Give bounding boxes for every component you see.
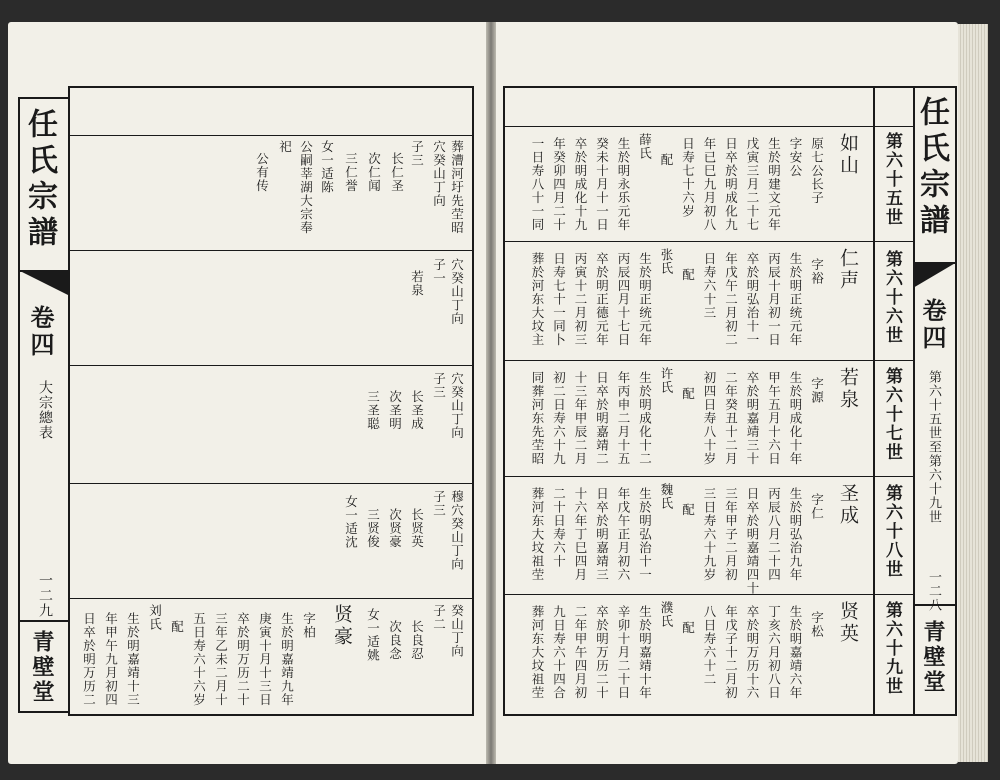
xianhao-spouse-line-3: 日卒於明万历二 — [81, 612, 97, 707]
xianhao-spouse-name: 刘氏 — [147, 604, 163, 631]
spouse-label: 配 — [680, 621, 696, 635]
person-detail-line: 字安公 — [788, 137, 803, 178]
person-detail-line: 卒於明万历十六 — [745, 605, 760, 700]
left-page-number: 一二九 — [37, 573, 53, 618]
spouse-detail-line: 生於明弘治十一 — [637, 487, 653, 582]
person-detail-line: 日寿七十六岁 — [680, 137, 696, 218]
person-detail-line: 八日寿六十二 — [702, 605, 717, 686]
spouse-name: 魏氏 — [659, 483, 674, 510]
spouse-detail-line: 生於明永乐元年 — [616, 137, 631, 232]
spouse-detail-line: 辛卯十月二十日 — [616, 605, 631, 700]
spouse-detail-line: 年丙申二月十五 — [616, 371, 631, 466]
person-detail-line: 生於明成化十年 — [788, 371, 803, 466]
left-r1-c3: 子三 — [409, 140, 425, 167]
generation-label-66: 第六十六世 — [882, 250, 902, 345]
spouse-label: 配 — [680, 387, 696, 401]
spouse-detail-line: 日卒於明嘉靖三 — [594, 487, 610, 582]
left-r1-c1: 葬漕河圩先茔昭 — [449, 140, 465, 235]
person-detail-line: 生於明弘治九年 — [788, 487, 803, 582]
left-r1-c5: 次仁闻 — [366, 152, 382, 193]
spouse-detail-line: 卒於明万历二十 — [594, 605, 610, 700]
xianhao-line-2: 生於明嘉靖九年 — [279, 612, 295, 707]
left-r3-c2: 子三 — [431, 372, 447, 399]
person-detail-line: 初四日寿八十岁 — [702, 371, 717, 466]
generation-label-68: 第六十八世 — [882, 484, 902, 579]
spouse-detail-line: 同葬河东先茔昭 — [530, 371, 545, 466]
xianhao-spouse-line-1: 生於明嘉靖十三 — [125, 612, 141, 707]
person-detail-line: 丙辰十月初一日 — [766, 252, 782, 347]
left-row-line-4 — [68, 483, 474, 484]
person-detail-line: 日卒於明成化九 — [723, 137, 739, 232]
left-r1-c9: 祀 — [277, 140, 293, 154]
left-r4-c1: 穆穴癸山丁向 — [449, 490, 465, 571]
spouse-detail-line: 丙寅十二月初三 — [573, 252, 588, 347]
left-hall-name: 青壁堂 — [29, 630, 55, 705]
person-name: 仁声 — [837, 248, 859, 292]
person-detail-line: 丁亥六月初八日 — [766, 605, 782, 700]
spouse-detail-line: 二十日寿六十 — [551, 487, 567, 568]
person-detail-line: 原七公长子 — [809, 137, 825, 205]
person-name-xianhao: 贤豪 — [331, 604, 353, 648]
person-detail-line: 卒於明嘉靖三十 — [745, 371, 760, 466]
spouse-detail-line: 卒於明正德元年 — [594, 252, 610, 347]
generation-label-69: 第六十九世 — [882, 601, 902, 696]
person-name: 圣成 — [837, 483, 859, 527]
left-row-line-1 — [68, 135, 474, 136]
spouse-detail-line: 葬河东大坟祖茔 — [530, 605, 545, 700]
person-detail-line: 生於明建文元年 — [766, 137, 782, 232]
left-r4-c2: 子三 — [431, 490, 447, 517]
left-r1-c7: 女一适陈 — [319, 140, 335, 194]
person-detail-line: 字源 — [809, 377, 825, 404]
person-detail-line: 字松 — [809, 611, 825, 638]
right-row-line-3 — [503, 360, 915, 361]
left-r3-c3: 长圣成 — [409, 390, 425, 431]
spouse-detail-line: 一日寿八十一同 — [530, 137, 545, 232]
spouse-name: 张氏 — [659, 248, 674, 275]
person-detail-line: 二年癸丑十二月 — [723, 371, 739, 466]
left-r4-c4: 次贤豪 — [387, 508, 403, 549]
person-detail-line: 年戊午二月初二 — [723, 252, 739, 347]
left-r4-c3: 长贤英 — [409, 508, 425, 549]
left-r3-c4: 次圣明 — [387, 390, 403, 431]
spouse-name: 濮氏 — [659, 601, 674, 628]
xianhao-line-4: 卒於明万历二十 — [235, 612, 251, 707]
right-band-wedge — [913, 262, 957, 288]
left-r2-c1: 穴癸山丁向 — [449, 258, 465, 326]
left-r1-c8: 公嗣莘湖大宗奉 — [298, 140, 314, 235]
left-r3-c5: 三圣聪 — [365, 390, 381, 431]
left-row-line-2 — [68, 250, 474, 251]
right-row-line-4 — [503, 476, 915, 477]
spouse-detail-line: 九日寿六十四合 — [551, 605, 567, 700]
spouse-detail-line: 日卒於明嘉靖二 — [594, 371, 610, 466]
right-row-line-2 — [503, 241, 915, 242]
spouse-detail-line: 十三年甲辰二月 — [573, 371, 588, 466]
right-side-volume: 卷四 — [918, 298, 947, 352]
person-detail-line: 字裕 — [809, 258, 825, 285]
left-r1-c4: 长仁圣 — [389, 152, 405, 193]
right-row-line-5 — [503, 594, 915, 595]
left-r5-c3: 长良忍 — [409, 620, 425, 661]
left-r1-c10: 公有传 — [254, 152, 270, 193]
left-r5-c2: 子二 — [431, 604, 447, 631]
spouse-detail-line: 葬於河东大坟主 — [530, 252, 545, 347]
left-r5-c5: 女一适姚 — [365, 608, 381, 662]
person-detail-line: 生於明嘉靖六年 — [788, 605, 803, 700]
spouse-name: 许氏 — [659, 367, 674, 394]
person-detail-line: 卒於明弘治十一 — [745, 252, 760, 347]
right-row-line-1 — [503, 126, 915, 127]
left-band-divider-2 — [18, 620, 70, 622]
spouse-detail-line: 二年甲午四月初 — [573, 605, 588, 700]
person-name: 贤英 — [837, 601, 859, 645]
left-row-line-3 — [68, 365, 474, 366]
spouse-label: 配 — [680, 503, 696, 517]
spouse-name: 薛氏 — [637, 133, 653, 160]
person-detail-line: 三年甲子二月初 — [723, 487, 739, 582]
left-r4-c6: 女一适沈 — [343, 495, 359, 549]
left-side-title: 任氏宗譜 — [22, 108, 57, 252]
person-detail-line: 甲午五月十六日 — [766, 371, 782, 466]
spouse-detail-line: 生於明正统元年 — [637, 252, 653, 347]
left-side-section: 大宗總表 — [37, 380, 53, 440]
right-hall-name: 青壁堂 — [920, 620, 946, 695]
person-detail-line: 日寿六十三 — [702, 252, 717, 320]
spouse-detail-line: 生於明成化十二 — [637, 371, 653, 466]
person-name: 若泉 — [837, 367, 859, 411]
left-r2-c2: 子一 — [431, 258, 447, 285]
xianhao-line-6: 五日寿六十六岁 — [191, 612, 207, 707]
spouse-detail-line: 初二日寿六十九 — [551, 371, 567, 466]
spouse-label: 配 — [659, 153, 674, 167]
xianhao-line-3: 庚寅十月十三日 — [257, 612, 273, 707]
left-side-volume: 卷四 — [26, 305, 55, 359]
spouse-detail-line: 年戊午正月初六 — [616, 487, 631, 582]
person-name: 如山 — [837, 133, 859, 177]
person-detail-line: 三日寿六十九岁 — [702, 487, 717, 582]
left-r5-c1: 癸山丁向 — [449, 604, 465, 658]
person-detail-line: 年已巳九月初八 — [702, 137, 717, 232]
spouse-detail-line: 十六年丁巳四月 — [573, 487, 588, 582]
xianhao-spouse-line-2: 年甲午九月初四 — [103, 612, 119, 707]
xianhao-spouse-label: 配 — [169, 620, 185, 634]
spouse-detail-line: 年癸卯四月二十 — [551, 137, 567, 232]
left-r1-c2: 穴癸山丁向 — [431, 140, 447, 208]
spouse-detail-line: 卒於明成化十九 — [573, 137, 588, 232]
right-side-title: 任氏宗譜 — [914, 96, 949, 240]
page-edges — [958, 24, 988, 762]
person-detail-line: 生於明正统元年 — [788, 252, 803, 347]
generation-label-65: 第六十五世 — [882, 132, 902, 227]
spouse-detail-line: 癸未十月十一日 — [594, 137, 610, 232]
xianhao-line-1: 字柏 — [301, 612, 317, 639]
left-r2-c3: 若泉 — [409, 270, 425, 297]
spouse-detail-line: 葬河东大坟祖茔 — [530, 487, 545, 582]
person-detail-line: 戊寅三月二十七 — [745, 137, 760, 232]
left-r1-c6: 三仁誉 — [343, 152, 359, 193]
left-row-line-5 — [68, 598, 474, 599]
spouse-detail-line: 生於明嘉靖十年 — [637, 605, 653, 700]
right-side-range: 第六十五世至第六十九世 — [926, 370, 941, 524]
spouse-detail-line: 丙辰四月十七日 — [616, 252, 631, 347]
left-r4-c5: 三贤俊 — [365, 508, 381, 549]
left-band-wedge — [18, 270, 70, 296]
book-gutter — [486, 22, 496, 764]
right-page-number: 一二八 — [926, 570, 941, 612]
generation-label-67: 第六十七世 — [882, 367, 902, 462]
person-detail-line: 日卒於明嘉靖四十 — [745, 487, 760, 595]
person-detail-line: 丙辰八月二十四 — [766, 487, 782, 582]
xianhao-line-5: 三年乙未二月十 — [213, 612, 229, 707]
left-r5-c4: 次良念 — [387, 620, 403, 661]
person-detail-line: 字仁 — [809, 493, 825, 520]
spouse-detail-line: 日寿七十一同卜 — [551, 252, 567, 347]
spouse-label: 配 — [680, 268, 696, 282]
person-detail-line: 年戊子十二月初 — [723, 605, 739, 700]
left-r3-c1: 穴癸山丁向 — [449, 372, 465, 440]
